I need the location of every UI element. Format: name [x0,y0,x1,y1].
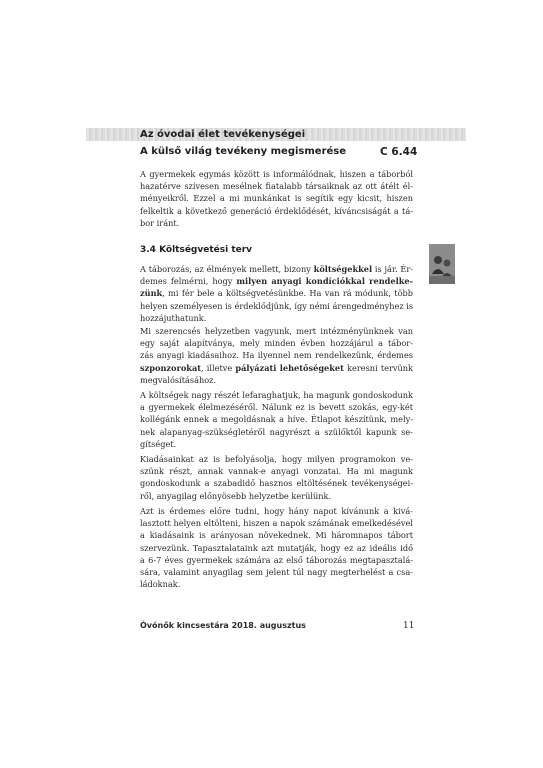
text-line: bor iránt. [140,217,180,228]
text-line [140,337,413,349]
section-thumbnail-tab [429,244,455,284]
text-line [140,401,413,413]
body-paragraph [140,263,413,324]
bold-run: költségekkel [313,264,373,274]
text-line [140,490,413,502]
text-line [140,300,413,312]
body-paragraph [140,389,413,450]
text-line [140,505,413,517]
text-line: felkeltik a következő generáció érdeklődését, kíváncsiságát a tá- [140,205,413,216]
text-run: szünk részt, annak vannak-e anyagi vonzatai. Ha mi magunk [140,466,413,477]
text-line [140,465,413,477]
text-run: nek alapanyag-szükségletéről nagyrészt a szülőktől kapunk se- [140,426,413,437]
page-number: 11 [403,621,415,631]
text-run: egy saját alapítványa, mely minden évben hozzájárul a tábor- [140,338,413,349]
text-line [140,554,413,566]
text-line [140,477,413,489]
text-line [140,542,413,554]
section-label: Az óvodai élet tevékenységei [140,129,306,140]
text-line: ményeikről. Ezzel a mi munkánkat is segítik egy kicsit, hiszen [140,193,413,204]
bold-run: pályázati lehetőségeket [235,362,344,373]
text-run: keresni tervünk [343,362,413,373]
text-line [140,287,413,299]
text-line [140,529,413,541]
children-photo-icon [429,244,455,284]
text-run: a kiadásaink is arányosan növekednek. Mi háromnapos tábort [140,530,413,541]
text-line [140,566,413,578]
text-run: a 6-7 éves gyermekek számára az első táborozás megtapasztalá- [140,554,413,565]
text-run: Azt is érdemes előre tudni, hogy hány napot kívánunk a kivá- [140,506,413,516]
page-title: A külső világ tevékeny megismerése [140,146,347,157]
text-line [140,426,413,438]
text-run: Kiadásainkat az is befolyásolja, hogy milyen programokon ve- [140,454,413,464]
text-run: kollégánk ennek a megoldásnak a híve. Étlapot készítünk, mely- [140,414,413,425]
text-run: Mi szerencsés helyzetben vagyunk, mert intézményünknek van [140,326,413,336]
body-paragraph [140,505,413,590]
body-paragraph [140,325,413,386]
text-line [140,389,413,401]
text-run: gítséget. [140,438,177,449]
text-line [140,453,413,465]
text-line: hazatérve szívesen mesélnek fiatalabb társaiknak az ott átélt él- [140,181,413,192]
bold-run: zünk [140,288,163,299]
bold-run: milyen anyagi kondíciókkal rendelke- [236,276,413,287]
intro-paragraph [140,168,413,229]
section-heading: 3.4 Költségvetési terv [140,245,253,255]
text-run: lasztott helyen eltölteni, hiszen a napok számának emelkedésével [140,518,413,529]
text-line [140,263,413,275]
footer-publication: Óvónők kincsestára 2018. augusztus [140,621,306,630]
text-run: zás anyagi kiadásaihoz. Ha ilyennel nem rendelkezünk, érdemes [140,350,413,361]
text-run: szervezünk. Tapasztalataink azt mutatják, hogy ez az ideális idő [140,542,413,553]
text-line [140,362,413,374]
text-line [140,312,413,324]
text-run: A táborozás, az élmények mellett, bizony [140,264,314,274]
text-run: is jár. Ér- [372,264,413,274]
text-line: A gyermekek egymás között is informálódnak, hiszen a táborból [140,169,413,179]
chapter-code: C 6.44 [380,146,418,158]
body-paragraph [140,453,413,502]
text-run: gondoskodunk a szabadidő hasznos eltöltésének tevékenységei- [140,478,413,489]
bold-run: szponzorokat [140,362,202,373]
text-run: ről, anyagilag előnyösebb helyzetbe kerülünk. [140,490,332,501]
text-run: megvalósításához. [140,374,217,385]
text-line [140,578,413,590]
text-run: A költségek nagy részét lefaraghatjuk, ha magunk gondoskodunk [140,390,413,400]
text-run: , illetve [201,362,236,373]
text-run: helyen személyesen is érdeklődjünk, így némi árengedményhez is [140,300,414,311]
text-line [140,325,413,337]
text-run: ládoknak. [140,579,181,590]
text-line [140,413,413,425]
text-run: a gyermekek élelmezéséről. Nálunk ez is bevett szokás, egy-két [140,402,413,413]
text-run: demes felmérni, hogy [140,276,237,287]
text-line [140,275,413,287]
text-line [140,517,413,529]
text-run: sára, valamint anyagilag sem jelent túl nagy megterhelést a csa- [140,567,413,578]
text-run: , mi fér bele a költségvetésünkbe. Ha van rá módunk, több [162,288,413,299]
text-run: hozzájuthatunk. [140,312,207,323]
text-line [140,374,413,386]
text-line [140,438,413,450]
text-line [140,349,413,361]
